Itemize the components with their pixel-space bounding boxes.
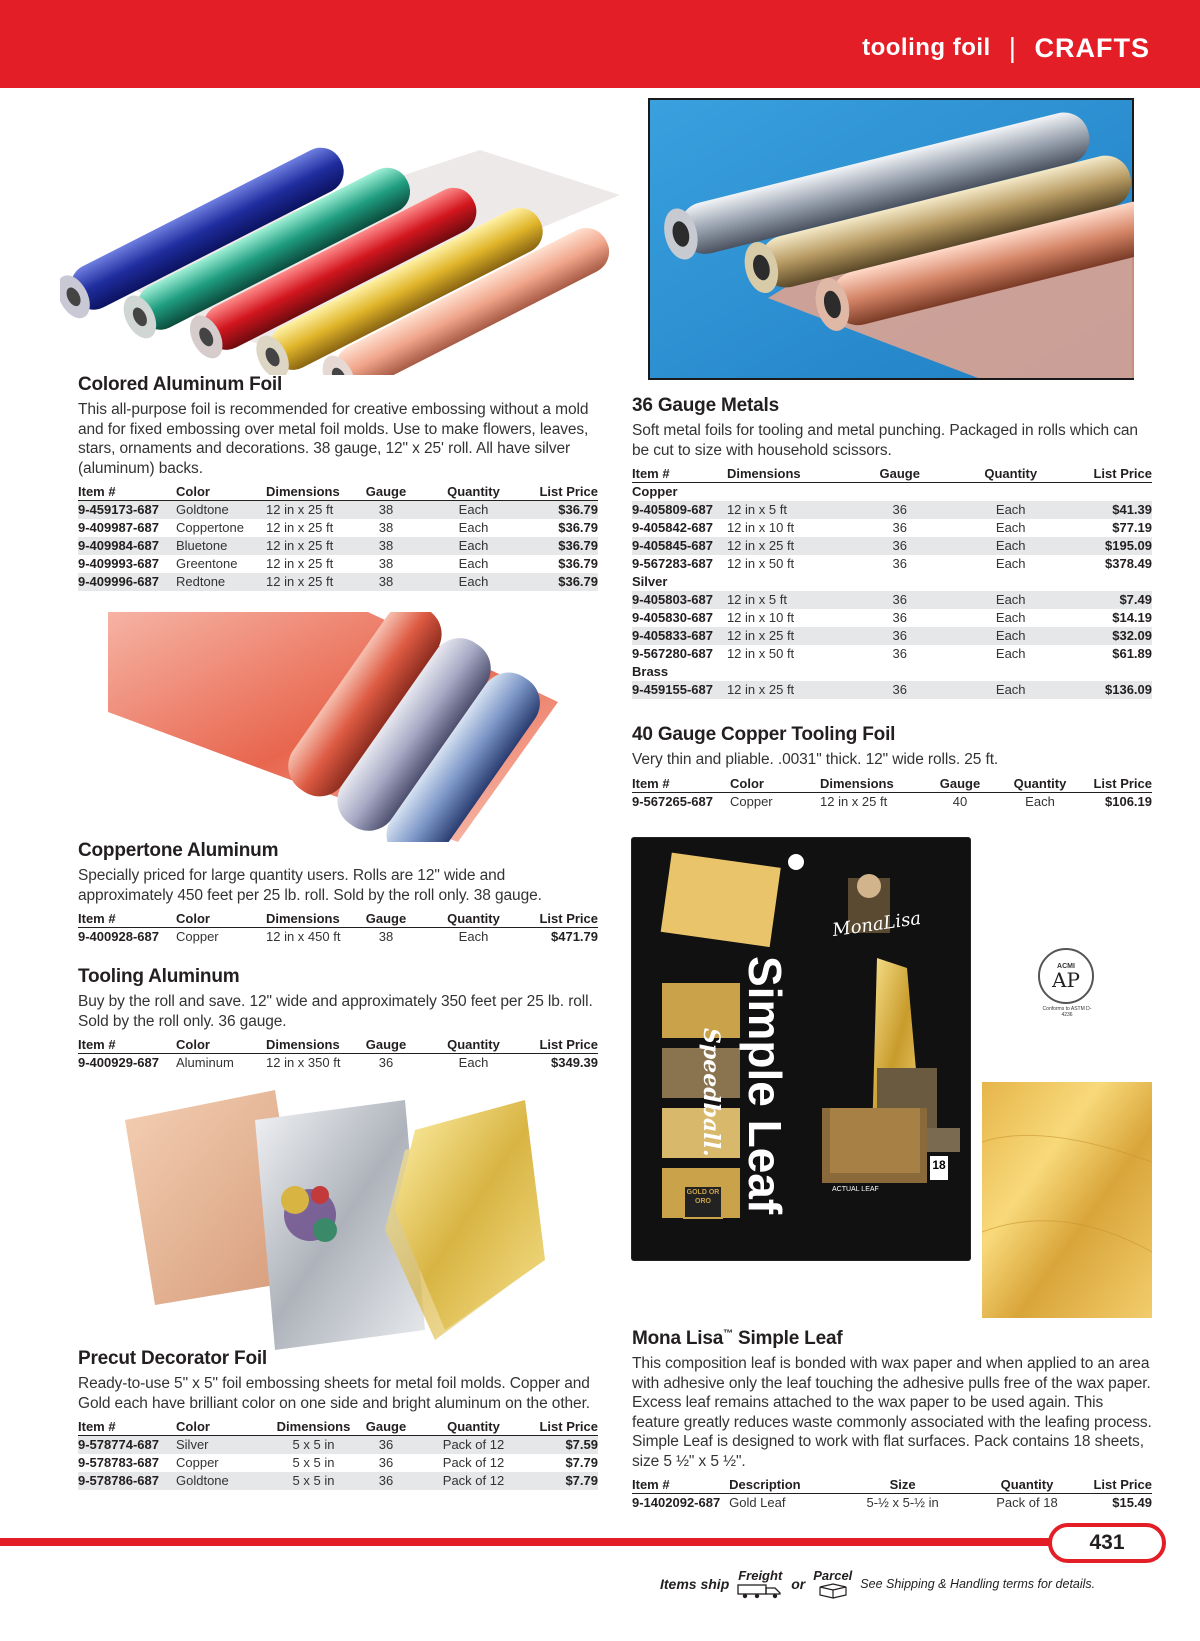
quantity: Each — [995, 556, 1026, 571]
color: Goldtone — [176, 501, 266, 519]
gauge-36-metals-section — [632, 395, 1152, 699]
list-price: $32.09 — [1093, 627, 1152, 645]
list-price: $7.79 — [565, 1455, 598, 1470]
quantity: Each — [928, 501, 1093, 519]
section-title: Tooling Aluminum — [78, 966, 240, 987]
package-illustration — [632, 838, 970, 1260]
quantity: Each — [458, 1055, 489, 1071]
product-table — [632, 776, 1152, 811]
list-price: $195.09 — [1093, 537, 1152, 555]
quantity: Each — [928, 591, 1093, 609]
table-row — [78, 928, 598, 946]
color: Greentone — [176, 556, 238, 571]
dimensions: 5 x 5 in — [292, 1455, 335, 1470]
list-price: $106.19 — [1105, 793, 1152, 809]
quantity: Pack of 12 — [411, 1472, 536, 1490]
column-header: Quantity — [411, 1419, 536, 1436]
color: Coppertone — [176, 520, 244, 535]
list-price: $77.19 — [1112, 520, 1152, 535]
group-label: Silver — [632, 573, 1152, 591]
column-header: Color — [176, 484, 266, 501]
section-description: Specially priced for large quantity users. Rolls are 12" wide and approximately 450 feet per 25 lb. roll. Sold by the roll only. 38 gauge. — [78, 867, 542, 904]
column-header: Gauge — [361, 484, 411, 501]
column-header: Color — [730, 776, 820, 793]
title-product: Simple Leaf — [732, 1328, 843, 1349]
section-title — [632, 1328, 1152, 1350]
dimensions: 12 in x 450 ft — [266, 929, 341, 945]
item-number: 9-459173-687 — [78, 501, 176, 519]
list-price: $41.39 — [1093, 501, 1152, 519]
package-logo: MonaLisa — [830, 907, 923, 942]
gauge: 36 — [872, 591, 929, 609]
table-header — [632, 466, 1152, 483]
coppertone-aluminum-section — [78, 840, 598, 946]
item-number: 9-409984-687 — [78, 537, 176, 555]
footer-rule — [0, 1538, 1050, 1546]
list-price: $14.19 — [1112, 610, 1152, 625]
color: Silver — [176, 1436, 266, 1454]
quantity: Pack of 18 — [996, 1495, 1058, 1511]
list-price: $36.79 — [558, 520, 598, 535]
quantity: Each — [458, 520, 489, 535]
package-actual-leaf-label: ACTUAL LEAF — [832, 1186, 879, 1193]
table-row — [632, 537, 1152, 555]
column-header: Gauge — [361, 1419, 411, 1436]
table-row — [632, 555, 1152, 573]
column-header: Dimensions — [266, 484, 361, 501]
list-price: $36.79 — [536, 537, 598, 555]
group-row-copper — [632, 483, 1152, 501]
quantity: Each — [458, 929, 489, 945]
quantity: Each — [928, 537, 1093, 555]
list-price: $36.79 — [536, 501, 598, 519]
section-description: Buy by the roll and save. 12" wide and approximately 350 feet per 25 lb. roll. Sold by the roll only. 36 gauge. — [78, 993, 593, 1030]
gauge: 38 — [361, 537, 411, 555]
table-row — [632, 645, 1152, 663]
item-number: 9-405803-687 — [632, 591, 727, 609]
dimensions: 12 in x 25 ft — [266, 520, 334, 535]
header-separator: | — [1008, 32, 1017, 63]
table-header — [78, 1419, 598, 1436]
dimensions: 12 in x 5 ft — [727, 591, 872, 609]
column-header: List Price — [536, 1419, 598, 1436]
list-price: $61.89 — [1112, 646, 1152, 661]
items-ship-text: Items ship — [660, 1575, 730, 1592]
table-row — [78, 573, 598, 591]
dimensions: 12 in x 25 ft — [727, 627, 872, 645]
gauge: 36 — [872, 501, 929, 519]
column-header: Item # — [632, 776, 730, 793]
column-header: Gauge — [925, 776, 995, 793]
list-price: $36.79 — [558, 556, 598, 571]
description: Gold Leaf — [729, 1495, 786, 1511]
item-number: 9-459155-687 — [632, 681, 727, 699]
parcel-label: Parcel — [813, 1568, 853, 1583]
gauge: 36 — [361, 1472, 411, 1490]
item-number: 9-405833-687 — [632, 627, 727, 645]
dimensions: 12 in x 350 ft — [266, 1055, 341, 1071]
section-title: 40 Gauge Copper Tooling Foil — [632, 724, 896, 745]
group-row-silver — [632, 573, 1152, 591]
table-row — [78, 519, 598, 537]
column-header: List Price — [1093, 466, 1152, 481]
list-price: $15.49 — [1112, 1495, 1152, 1511]
table-row — [632, 681, 1152, 699]
group-row-brass — [632, 663, 1152, 681]
column-header: Quantity — [960, 1477, 1093, 1494]
gauge: 36 — [872, 681, 929, 699]
table-header — [78, 1037, 598, 1054]
quantity: Each — [411, 537, 536, 555]
trademark-symbol: ™ — [723, 1328, 733, 1340]
product-table — [78, 911, 598, 946]
column-header: Color — [176, 1419, 266, 1436]
header-subcategory: tooling foil — [862, 34, 991, 61]
gauge: 38 — [361, 501, 411, 519]
column-header: Item # — [78, 1419, 176, 1436]
table-row — [78, 1436, 598, 1454]
gauge: 36 — [892, 556, 907, 571]
dimensions: 12 in x 25 ft — [727, 681, 872, 699]
table-row — [632, 792, 1152, 810]
table-header — [632, 1477, 1152, 1494]
table-row — [78, 1054, 598, 1072]
table-row — [78, 537, 598, 555]
freight-group — [737, 1568, 783, 1599]
table-header — [632, 776, 1152, 793]
column-header: Gauge — [361, 911, 411, 928]
column-header: Color — [176, 911, 266, 928]
color: Bluetone — [176, 537, 266, 555]
column-header: Quantity — [411, 911, 536, 928]
column-header: List Price — [1085, 776, 1152, 793]
quantity: Each — [928, 627, 1093, 645]
table-row — [78, 1472, 598, 1490]
gauge: 36 — [361, 1436, 411, 1454]
table-row — [78, 1454, 598, 1472]
item-number: 9-1402092-687 — [632, 1495, 721, 1511]
column-header: Quantity — [411, 484, 536, 501]
simple-leaf-package-photo — [632, 838, 970, 1260]
header-category: CRAFTS — [1034, 32, 1150, 63]
list-price: $471.79 — [551, 929, 598, 945]
color: Aluminum — [176, 1055, 234, 1071]
list-price: $378.49 — [1105, 556, 1152, 571]
colored-foil-rolls-photo — [60, 75, 620, 375]
shipping-terms-text: See Shipping & Handling terms for details. — [860, 1576, 1096, 1591]
table-header — [78, 911, 598, 928]
column-header: Description — [729, 1477, 845, 1494]
page-header-title — [862, 32, 1150, 64]
section-description: This all-purpose foil is recommended for creative embossing without a mold and for fixed embossing over metal foil molds. Use to make flowers, leaves, stars, ornaments and decorations. 38 gauge, 12" x 25' roll. All have silver (aluminum) backs. — [78, 401, 589, 477]
color: Goldtone — [176, 1472, 266, 1490]
column-header: List Price — [536, 911, 598, 928]
package-brand: Speedball. — [698, 1028, 724, 1157]
title-brand: Mona Lisa — [632, 1328, 724, 1349]
item-number: 9-567265-687 — [632, 793, 713, 809]
column-header: Dimensions — [266, 1037, 361, 1054]
dimensions: 12 in x 25 ft — [266, 556, 334, 571]
gauge: 38 — [378, 556, 394, 571]
product-table — [78, 1037, 598, 1072]
item-number: 9-405842-687 — [632, 520, 713, 535]
list-price: $136.09 — [1093, 681, 1152, 699]
product-table — [78, 484, 598, 591]
quantity: Each — [995, 520, 1026, 535]
gauge-40-copper-section — [632, 724, 1152, 810]
gauge: 36 — [892, 520, 907, 535]
ap-seal-letters: AP — [1052, 967, 1080, 992]
table-row — [632, 501, 1152, 519]
gauge: 36 — [892, 610, 907, 625]
item-number: 9-405830-687 — [632, 610, 713, 625]
item-number: 9-578786-687 — [78, 1472, 176, 1490]
mona-lisa-simple-leaf-section — [632, 1328, 1152, 1512]
column-header: Gauge — [361, 1037, 411, 1054]
item-number: 9-405809-687 — [632, 501, 727, 519]
quantity: Each — [1025, 793, 1055, 809]
column-header: List Price — [536, 484, 598, 501]
gold-leaf-sheet-photo — [982, 1082, 1152, 1318]
quantity: Each — [995, 646, 1026, 661]
colored-aluminum-foil-section — [78, 374, 598, 591]
quantity: Pack of 12 — [442, 1455, 505, 1470]
freight-label: Freight — [738, 1568, 783, 1583]
item-number: 9-409987-687 — [78, 520, 159, 535]
tooling-aluminum-section — [78, 966, 598, 1072]
column-header: Item # — [632, 466, 727, 483]
page-number: 431 — [1048, 1523, 1166, 1563]
item-number: 9-578783-687 — [78, 1455, 159, 1470]
freight-truck-icon — [737, 1583, 783, 1599]
color: Copper — [730, 793, 773, 809]
table-row — [632, 1494, 1152, 1512]
dimensions: 12 in x 25 ft — [266, 537, 361, 555]
section-title: Colored Aluminum Foil — [78, 374, 283, 395]
column-header: List Price — [1093, 1477, 1152, 1492]
section-description: Very thin and pliable. .0031" thick. 12" wide rolls. 25 ft. — [632, 751, 999, 768]
product-table — [78, 1419, 598, 1490]
dimensions: 12 in x 25 ft — [727, 537, 872, 555]
precut-decorator-foil-section — [78, 1348, 598, 1490]
column-header: Quantity — [928, 466, 1093, 483]
column-header: Dimensions — [727, 466, 872, 483]
dimensions: 12 in x 50 ft — [726, 556, 795, 571]
group-label: Brass — [632, 663, 1152, 681]
list-price: $7.59 — [536, 1436, 598, 1454]
section-title: Coppertone Aluminum — [78, 840, 279, 861]
column-header: Item # — [78, 911, 176, 928]
column-header: Quantity — [995, 776, 1085, 793]
color: Copper — [176, 929, 219, 945]
column-header: Item # — [78, 484, 176, 501]
coppertone-rolls-photo — [108, 612, 558, 842]
section-title: Precut Decorator Foil — [78, 1348, 268, 1369]
color: Copper — [176, 1455, 219, 1470]
section-description: This composition leaf is bonded with wax paper and when applied to an area with adhesive only the leaf touching the adhesive pulls free of the wax paper. Excess leaf remains attached to the wax paper to be used again. This feature greatly reduces waste commonly associated with the leafing process. Simple Leaf is designed to work with flat surfaces. Pack contains 18 sheets, size 5 ½" x 5 ½". — [632, 1355, 1152, 1470]
column-header: List Price — [536, 1037, 598, 1054]
quantity: Each — [411, 573, 536, 591]
quantity: Each — [411, 501, 536, 519]
ap-seal-top: ACMI — [1057, 962, 1075, 970]
dimensions: 12 in x 5 ft — [727, 501, 872, 519]
column-header: Dimensions — [820, 776, 925, 793]
dimensions: 12 in x 10 ft — [726, 520, 795, 535]
column-header: Size — [845, 1477, 961, 1494]
product-table — [632, 466, 1152, 699]
color: Redtone — [176, 573, 266, 591]
item-number: 9-405845-687 — [632, 537, 727, 555]
list-price: $7.49 — [1093, 591, 1152, 609]
table-row — [78, 501, 598, 519]
column-header: Color — [176, 1037, 266, 1054]
section-title: 36 Gauge Metals — [632, 395, 779, 416]
column-header: Quantity — [411, 1037, 536, 1054]
section-description: Ready-to-use 5" x 5" foil embossing sheets for metal foil molds. Copper and Gold each have brilliant color on one side and bright aluminum on the other. — [78, 1375, 590, 1412]
gauge: 36 — [872, 627, 929, 645]
item-number: 9-567283-687 — [632, 556, 713, 571]
item-number: 9-400928-687 — [78, 929, 159, 945]
item-number: 9-409993-687 — [78, 556, 159, 571]
section-description: Soft metal foils for tooling and metal punching. Packaged in rolls which can be cut to size with household scissors. — [632, 422, 1138, 459]
column-header: Dimensions — [266, 911, 361, 928]
gauge: 40 — [952, 793, 968, 809]
product-table — [632, 1477, 1152, 1512]
ap-seal — [1038, 948, 1094, 1004]
package-product-name: Simple Leaf — [739, 956, 791, 1215]
table-row — [632, 609, 1152, 627]
parcel-box-icon — [816, 1583, 850, 1599]
list-price: $36.79 — [536, 573, 598, 591]
quantity: Pack of 12 — [411, 1436, 536, 1454]
table-row — [632, 519, 1152, 537]
dimensions: 12 in x 25 ft — [266, 573, 361, 591]
dimensions: 12 in x 50 ft — [726, 646, 795, 661]
list-price: $349.39 — [551, 1055, 598, 1071]
gauge: 36 — [378, 1055, 394, 1071]
table-header — [78, 484, 598, 501]
package-gold-label: GOLD OR ORO — [686, 1189, 720, 1205]
dimensions: 12 in x 10 ft — [726, 610, 795, 625]
size: 5-½ x 5-½ in — [866, 1495, 939, 1511]
item-number: 9-400929-687 — [78, 1055, 159, 1071]
item-number: 9-409996-687 — [78, 573, 176, 591]
group-label: Copper — [632, 483, 1152, 501]
dimensions: 5 x 5 in — [266, 1436, 361, 1454]
gauge: 38 — [378, 520, 394, 535]
table-row — [78, 555, 598, 573]
gauge: 36 — [378, 1455, 394, 1470]
dimensions: 12 in x 25 ft — [266, 501, 361, 519]
table-row — [632, 591, 1152, 609]
precut-foil-sheets-photo — [125, 1090, 545, 1350]
dimensions: 5 x 5 in — [266, 1472, 361, 1490]
table-row — [632, 627, 1152, 645]
column-header: Item # — [632, 1477, 729, 1494]
quantity: Each — [928, 681, 1093, 699]
shipping-footer — [660, 1568, 1095, 1599]
gauge: 36 — [892, 646, 907, 661]
or-text: or — [791, 1575, 806, 1592]
column-header: Gauge — [872, 466, 929, 483]
ap-seal-note: Conforms to ASTM D-4236 — [1042, 1006, 1092, 1018]
item-number: 9-578774-687 — [78, 1436, 176, 1454]
gauge: 38 — [378, 929, 394, 945]
gauge-metals-photo — [648, 98, 1134, 380]
list-price: $7.79 — [536, 1472, 598, 1490]
item-number: 9-567280-687 — [632, 646, 713, 661]
gauge: 38 — [361, 573, 411, 591]
quantity: Each — [995, 610, 1026, 625]
quantity: Each — [458, 556, 489, 571]
parcel-group — [813, 1568, 852, 1599]
gauge: 36 — [872, 537, 929, 555]
dimensions: 12 in x 25 ft — [820, 793, 888, 809]
column-header: Item # — [78, 1037, 176, 1054]
package-sheet-count: 18 — [932, 1158, 946, 1172]
column-header: Dimensions — [266, 1419, 361, 1436]
